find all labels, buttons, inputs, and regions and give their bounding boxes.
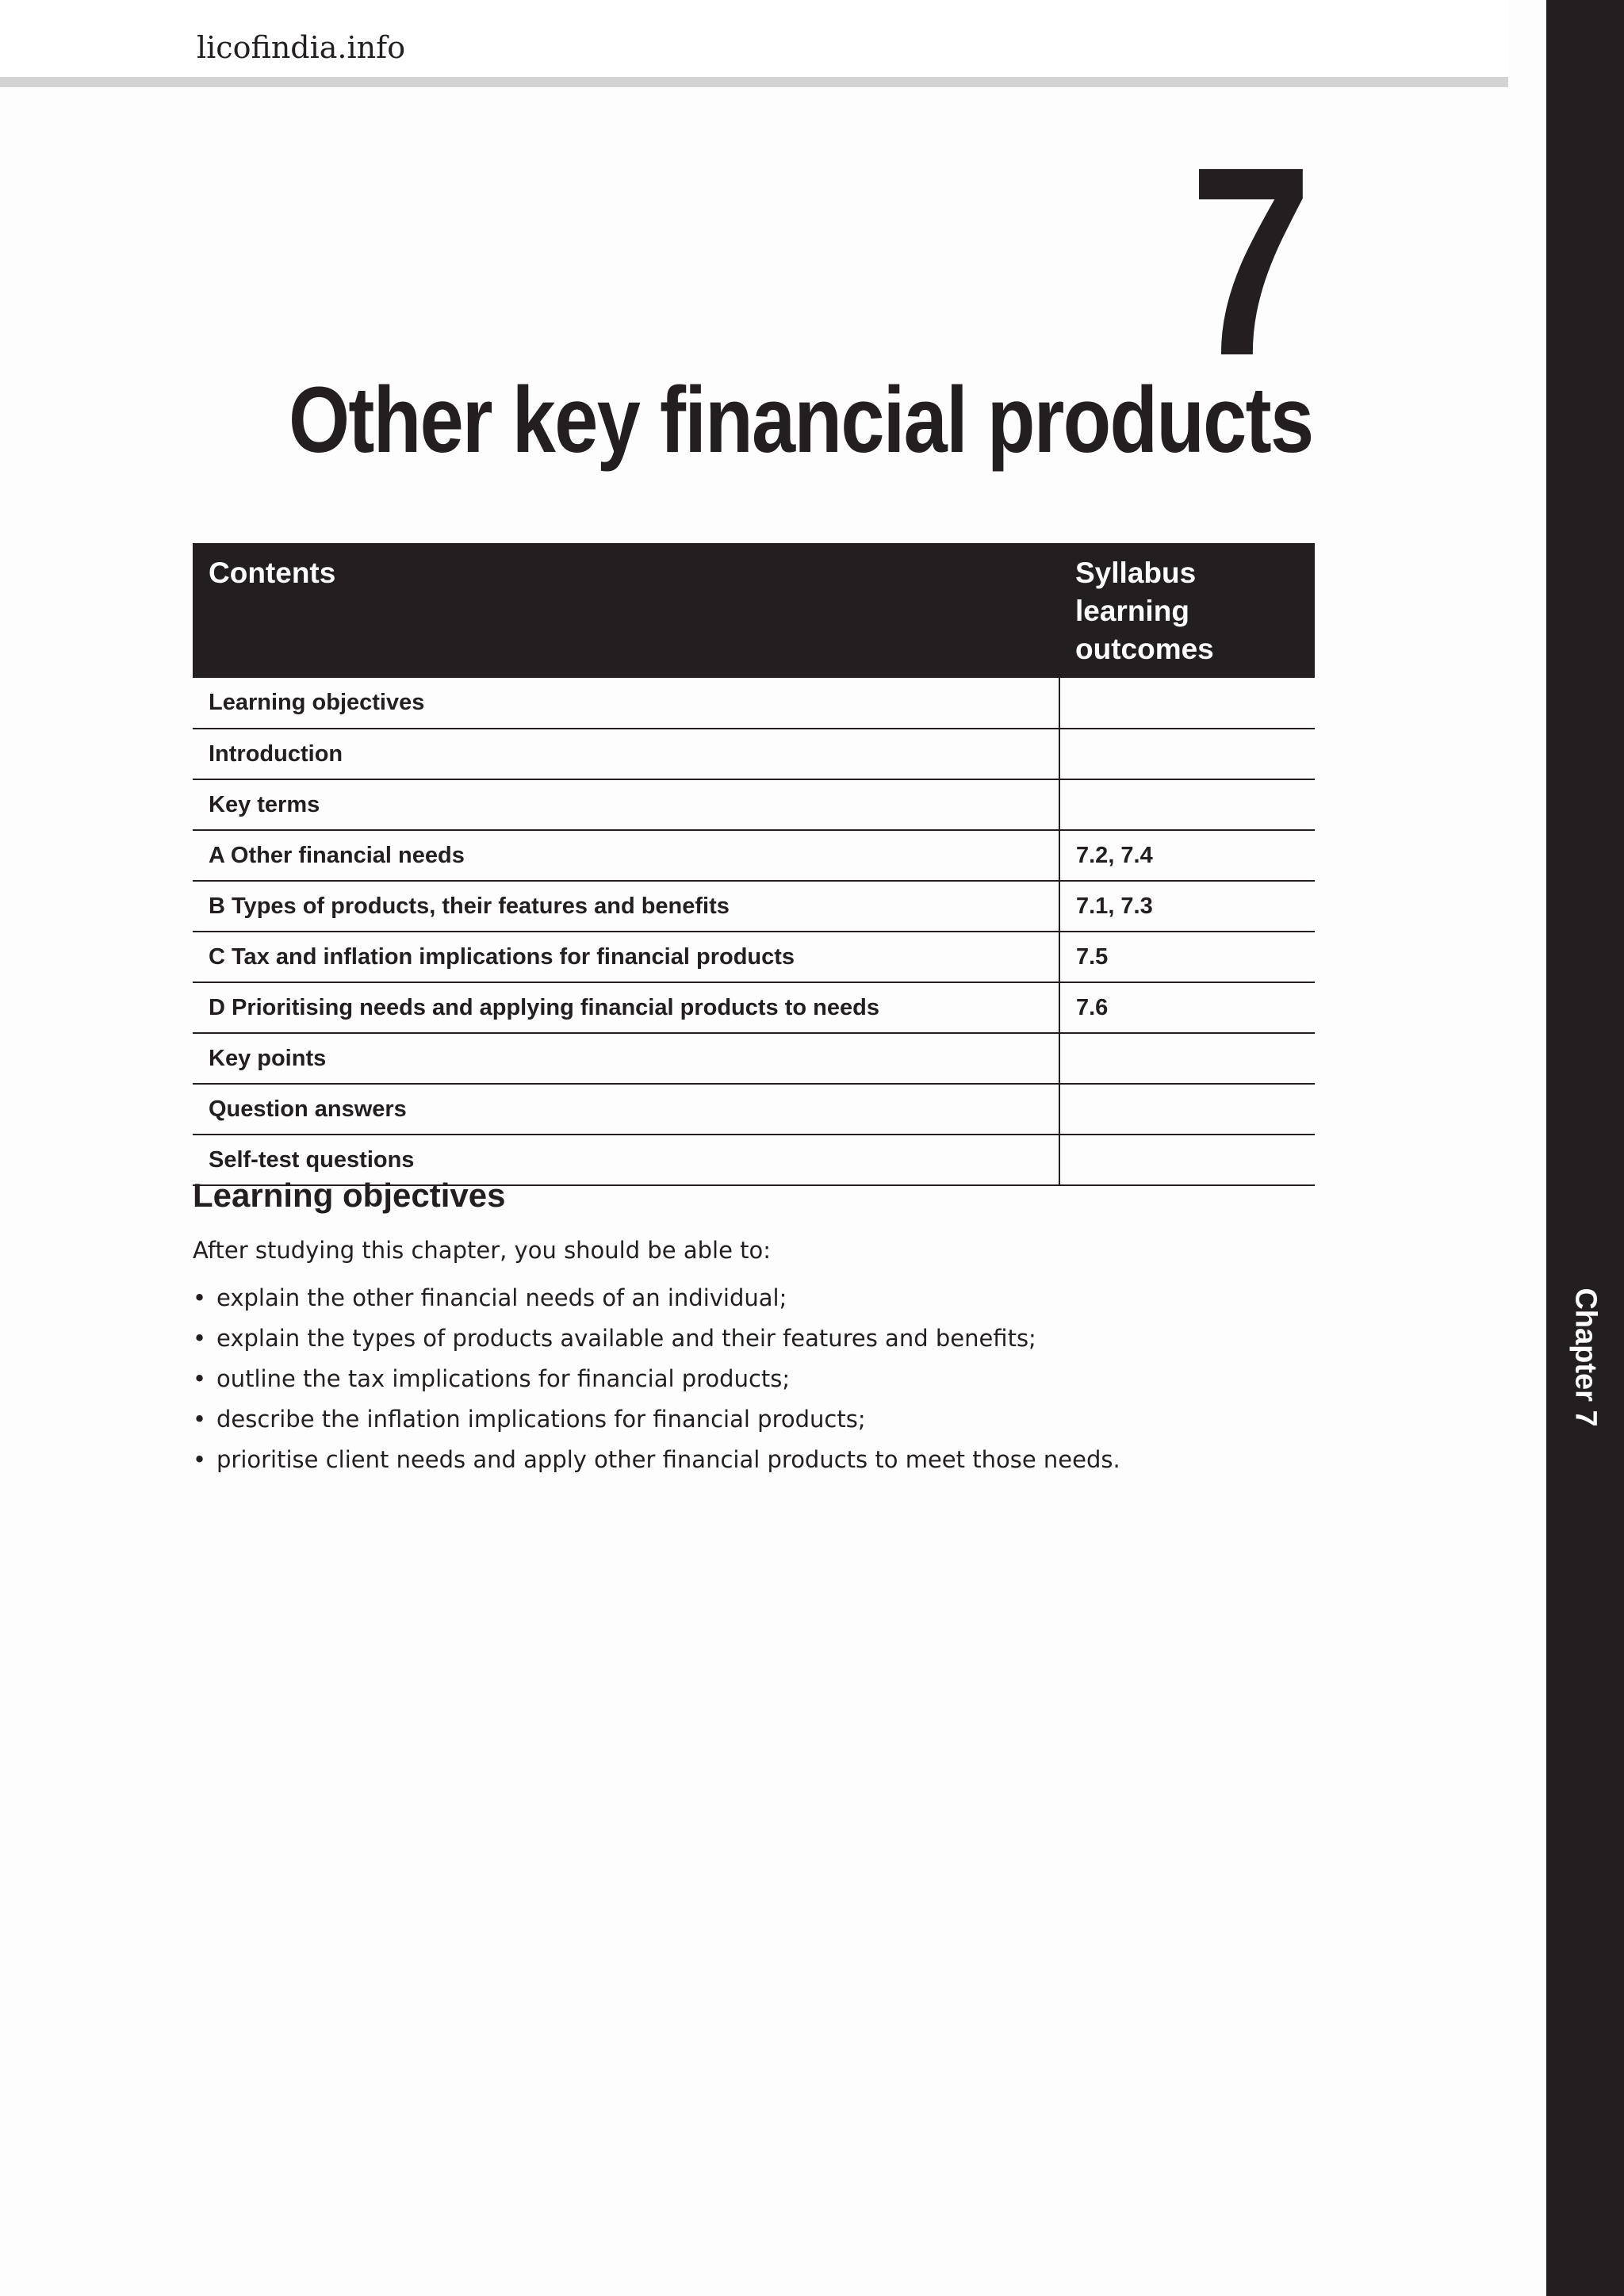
table-row xyxy=(193,678,1315,729)
row-topic: Question answers xyxy=(193,1084,1059,1135)
row-outcomes: 7.5 xyxy=(1059,932,1315,982)
learning-objectives-intro: After studying this chapter, you should be able to: xyxy=(193,1237,772,1264)
list-item xyxy=(193,1399,1120,1440)
chapter-title: Other key financial products xyxy=(288,368,1312,473)
list-item xyxy=(193,1318,1120,1359)
bullet-icon: • xyxy=(193,1365,207,1392)
row-topic: Self-test questions xyxy=(193,1135,1059,1185)
chapter-side-tab-label: Chapter 7 xyxy=(1568,1288,1603,1427)
list-item-text: outline the tax implications for financial products; xyxy=(216,1365,791,1392)
table-row xyxy=(193,1033,1315,1084)
row-outcomes xyxy=(1059,1084,1315,1135)
table-row xyxy=(193,729,1315,779)
row-topic: D Prioritising needs and applying financial products to needs xyxy=(193,982,1059,1033)
list-item xyxy=(193,1278,1120,1318)
row-outcomes: 7.6 xyxy=(1059,982,1315,1033)
list-item-text: explain the types of products available and their features and benefits; xyxy=(216,1325,1036,1352)
row-outcomes: 7.2, 7.4 xyxy=(1059,830,1315,881)
table-row xyxy=(193,1084,1315,1135)
row-outcomes xyxy=(1059,1135,1315,1185)
table-row xyxy=(193,932,1315,982)
site-header xyxy=(0,0,1508,87)
row-topic: Learning objectives xyxy=(193,678,1059,729)
list-item xyxy=(193,1440,1120,1480)
row-topic: Introduction xyxy=(193,729,1059,779)
learning-objectives-heading: Learning objectives xyxy=(193,1177,506,1214)
row-topic: Key terms xyxy=(193,779,1059,830)
row-topic: C Tax and inflation implications for financial products xyxy=(193,932,1059,982)
chapter-number: 7 xyxy=(1189,111,1312,412)
row-outcomes xyxy=(1059,1033,1315,1084)
bullet-icon: • xyxy=(193,1406,207,1433)
chapter-side-tab xyxy=(1546,0,1624,2296)
row-outcomes xyxy=(1059,729,1315,779)
row-topic: A Other financial needs xyxy=(193,830,1059,881)
row-topic: B Types of products, their features and benefits xyxy=(193,881,1059,932)
row-outcomes xyxy=(1059,678,1315,729)
contents-table xyxy=(193,543,1315,1186)
contents-column-header: Contents xyxy=(193,543,1059,678)
row-outcomes: 7.1, 7.3 xyxy=(1059,881,1315,932)
learning-objectives-list xyxy=(193,1278,1120,1480)
outcomes-column-header: Syllabus learning outcomes xyxy=(1059,543,1315,678)
contents-table-header-row xyxy=(193,543,1315,678)
row-outcomes xyxy=(1059,779,1315,830)
list-item-text: prioritise client needs and apply other financial products to meet those needs. xyxy=(216,1446,1120,1473)
site-label: licofindia.info xyxy=(197,30,406,65)
list-item xyxy=(193,1359,1120,1399)
table-row xyxy=(193,830,1315,881)
row-topic: Key points xyxy=(193,1033,1059,1084)
bullet-icon: • xyxy=(193,1325,207,1352)
table-row xyxy=(193,881,1315,932)
list-item-text: explain the other financial needs of an individual; xyxy=(216,1284,787,1311)
bullet-icon: • xyxy=(193,1284,207,1311)
header-rule xyxy=(0,77,1508,87)
list-item-text: describe the inflation implications for financial products; xyxy=(216,1406,866,1433)
table-row xyxy=(193,982,1315,1033)
table-row xyxy=(193,779,1315,830)
bullet-icon: • xyxy=(193,1446,207,1473)
